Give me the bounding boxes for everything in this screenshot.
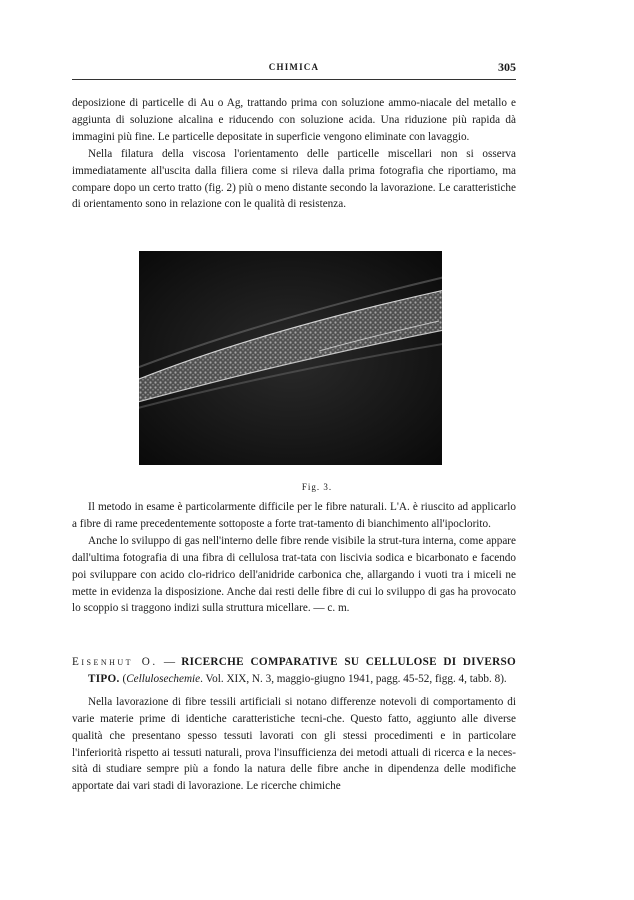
citation-open: (	[119, 672, 127, 685]
journal-name: Cellulosechemie	[126, 672, 201, 685]
figure-caption: Fig. 3.	[301, 482, 333, 492]
paragraph: Nella filatura della viscosa l'orientamento delle particelle miscellari non si osserva immediatamente all'uscita dalla filiera come si rileva dalla prima fotografia che riportiamo, ma compare dopo un certo tratto (fig. 2) più o meno distante secondo la lavorazione. Le caratteristiche di orientamento sono in relazione con le qualità di resistenza.	[72, 147, 516, 211]
page-header	[72, 60, 516, 78]
abstract-entry	[72, 654, 516, 795]
entry-body: Nella lavorazione di fibre tessili artificiali si notano differenze notevoli di comportamento di varie materie prime di identiche caratteristiche tecni-che. Questo fatto, aggiunto alle diverse qualità che presentano spesso tessuti lavorati con gli stessi procedimenti e in particolare l'inferiorità rispetto ai tessuti naturali, prova l'insufficienza dei metodi attuali di ricerca e la neces-sità di studiare sempre più a fondo la natura delle fibre anche in dipendenza delle modifiche apportate dai vari stadi di lavorazione. Le ricerche chimiche	[72, 695, 516, 793]
paragraph: Il metodo in esame è particolarmente difficile per le fibre naturali. L'A. è riuscito ad applicarlo a fibre di rame precedentemente sottoposte a forte trat-tamento di bianchimento all'ipoclorito.	[72, 501, 516, 530]
page-number: 305	[498, 60, 516, 74]
paragraph: Anche lo sviluppo di gas nell'interno delle fibre rende visibile la strut-tura interna, come appare dall'ultima fotografia di una fibra di cellulosa trat-tata con liscivia sodica e bicarbonato e facendo poi sviluppare con acido clo-ridrico dell'anidride carbonica che, allargando i vuoti tra i miceli ne mette in evidenza la disposizione. Anche dai resti delle fibre di cui lo sviluppo di gas ha provocato lo scoppio si traggono indizi sulla struttura micellare. — c. m.	[72, 534, 516, 615]
header-rule	[72, 79, 516, 80]
entry-dash: —	[157, 656, 182, 668]
paragraph-block-1	[72, 95, 516, 213]
running-title: CHIMICA	[268, 62, 320, 72]
citation-details: . Vol. XIX, N. 3, maggio-giugno 1941, pagg. 45-52, figg. 4, tabb. 8).	[200, 672, 507, 685]
entry-title: RICERCHE COMPARATIVE SU CELLULOSE DI DIVERSO TIPO.	[88, 656, 516, 685]
paragraph: deposizione di particelle di Au o Ag, trattando prima con soluzione ammo-niacale del metallo e aggiunta di soluzione alcalina e riducendo con soluzione acida. Una riduzione più rapida dà immagini più fine. Le particelle depositate in superficie vengono eliminate con lavaggio.	[72, 97, 516, 143]
micrograph-figure	[139, 251, 442, 465]
entry-heading	[72, 654, 516, 688]
paragraph-block-2	[72, 499, 516, 617]
entry-author: Eisenhut O.	[72, 656, 158, 668]
